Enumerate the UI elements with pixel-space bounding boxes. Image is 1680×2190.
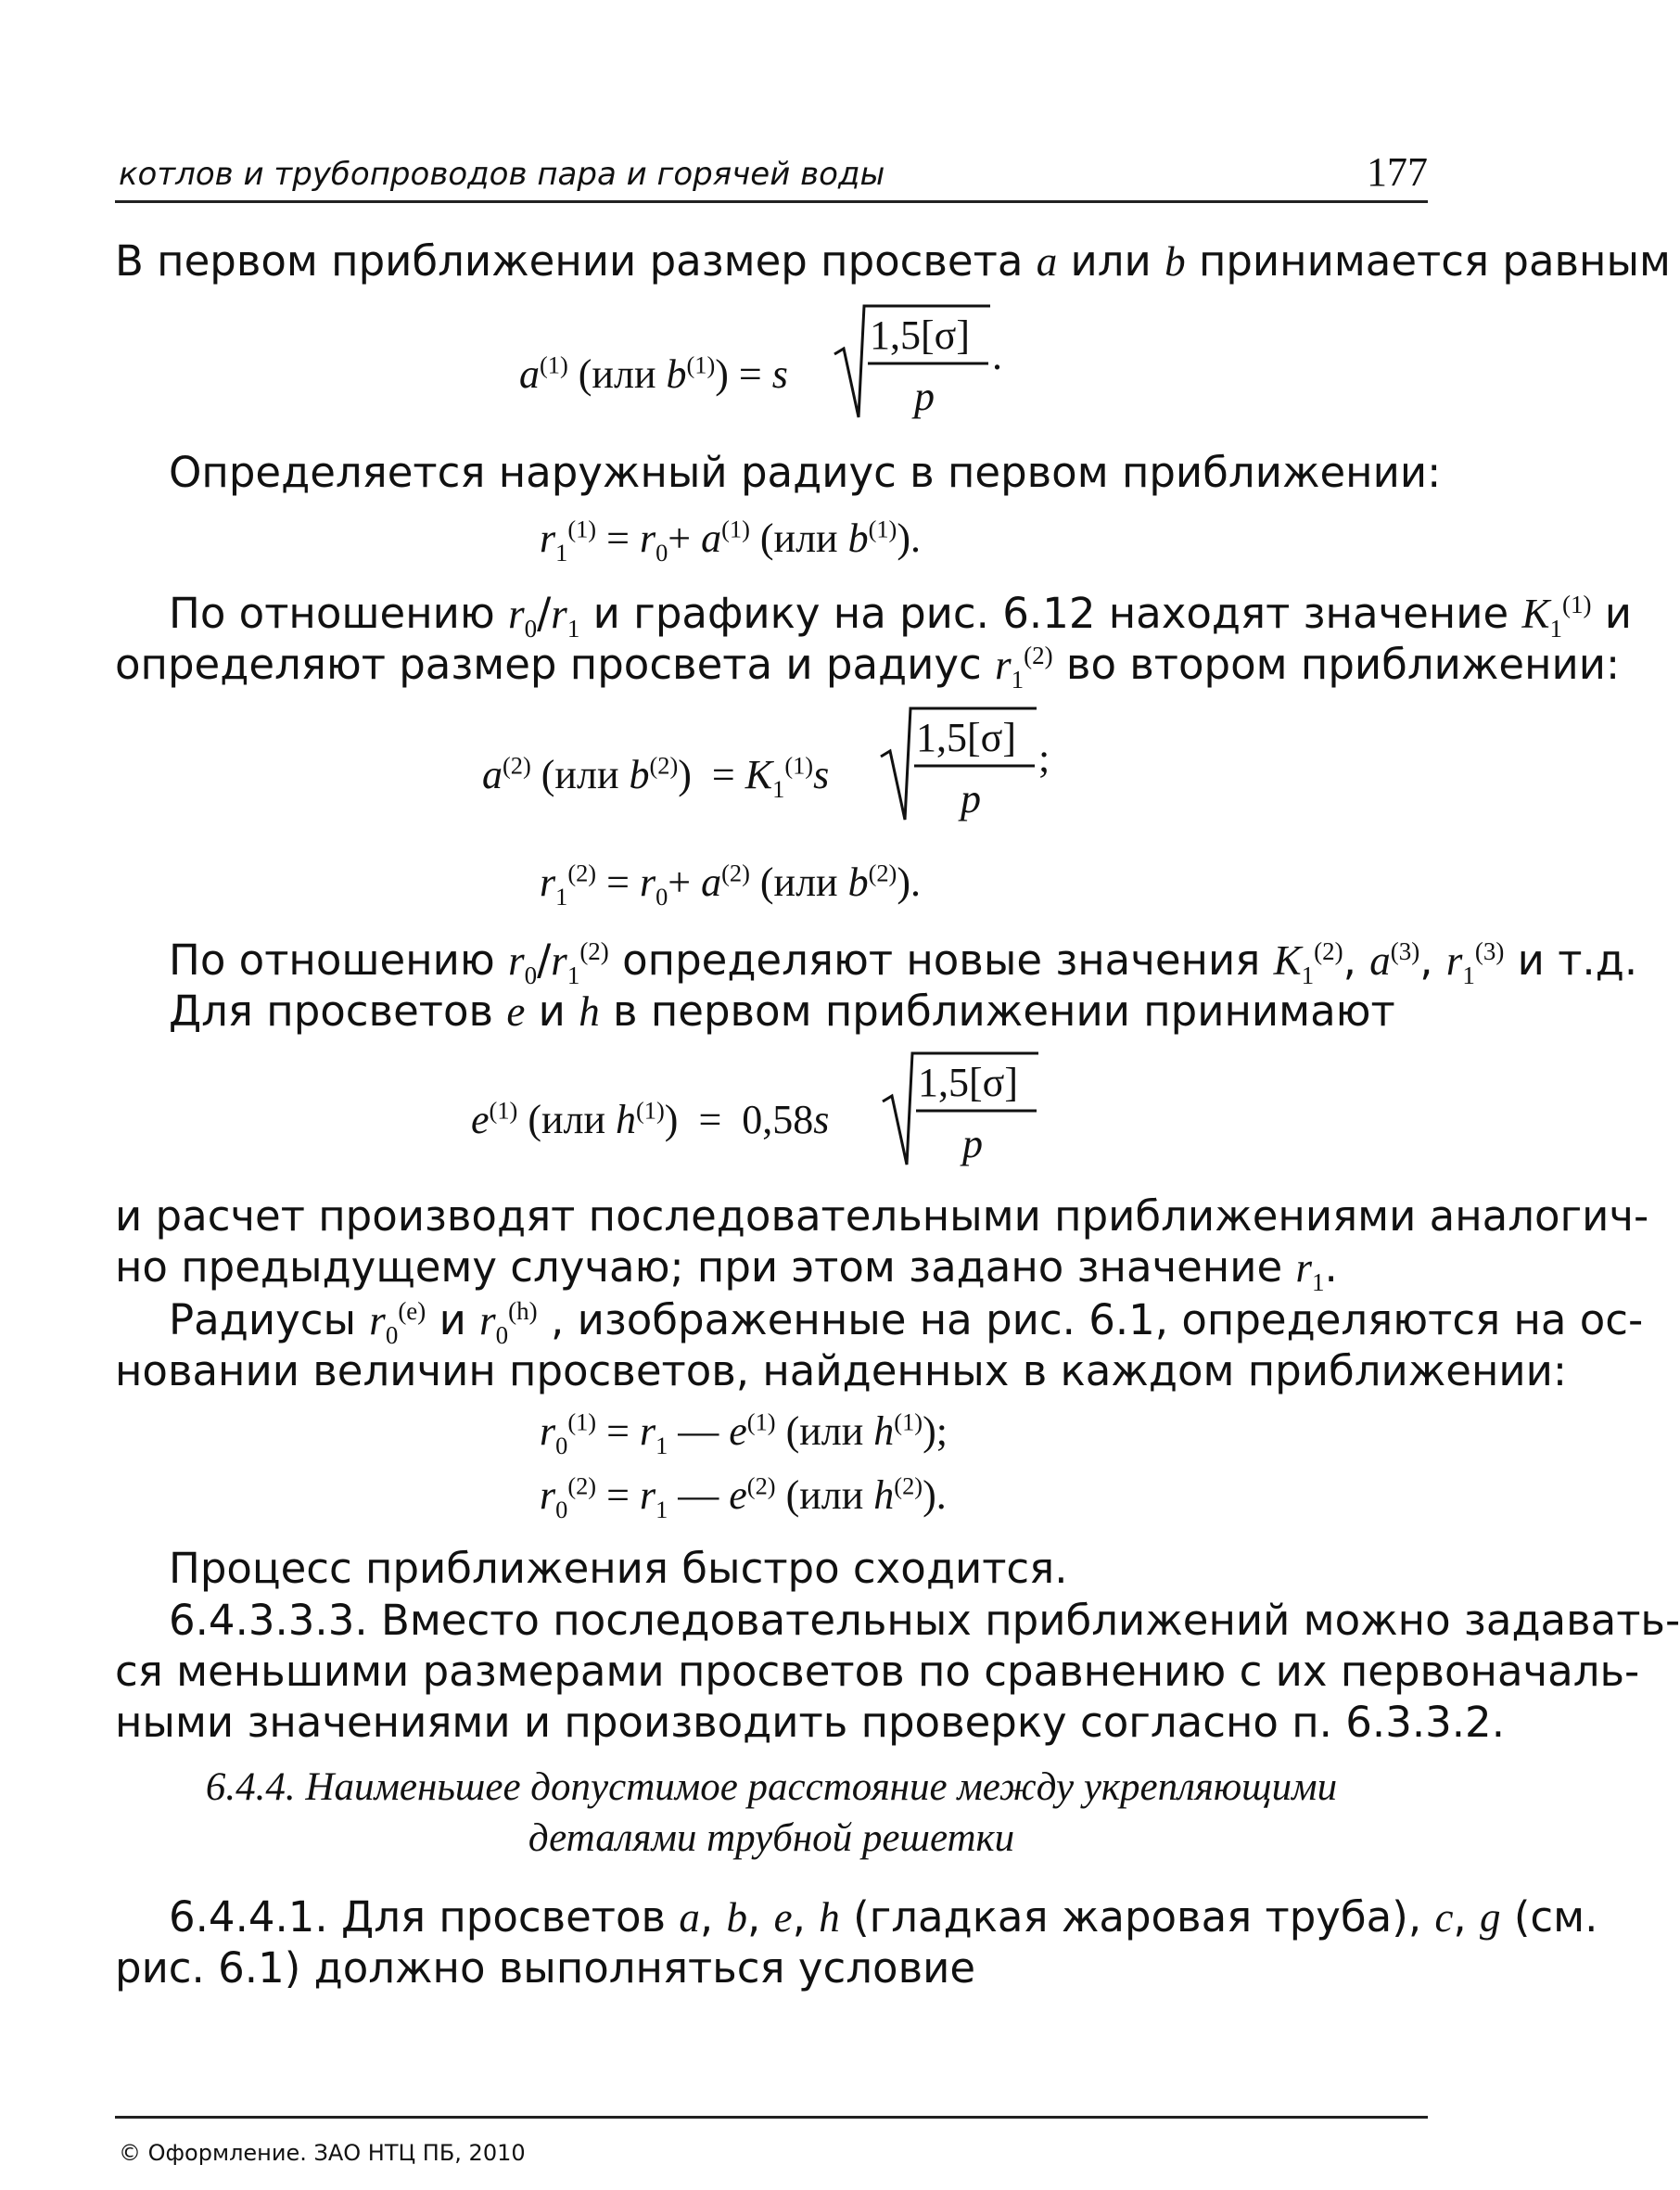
sqrt-fraction-2 xyxy=(881,697,1048,836)
paragraph-10-line-2: рис. 6.1) должно выполняться условие xyxy=(115,1943,976,1993)
sqrt-fraction-1 xyxy=(834,295,1001,434)
paragraph-7-line-2: новании величин просветов, найденных в каждом приближении: xyxy=(115,1346,1568,1395)
formula-r1-1: $r_1^{(1)} = r_0+ a^{(1)}$ (или $b^{(1)}$). xyxy=(540,515,922,567)
svg-text:.: . xyxy=(992,333,1002,378)
section-heading-line-2: деталями трубной решетки xyxy=(528,1816,1015,1860)
fraction-numerator: 1,5[σ] xyxy=(870,312,971,358)
paragraph-3-line-1: По отношению $r_0/r_1$ и графику на рис. 6.12 находят значение $K_1^{(1)}$ и xyxy=(169,589,1633,643)
footer-copyright: © Оформление. ЗАО НТЦ ПБ, 2010 xyxy=(119,2140,526,2166)
fraction-denominator: p xyxy=(914,374,935,419)
running-title: котлов и трубопроводов пара и горячей воды xyxy=(119,156,885,193)
paragraph-4: По отношению $r_0/r_1^{(2)}$ определяют новые значения $K_1^{(2)}$, $a^{(3)}$, $r_1^{(3)}$ и т.д. xyxy=(169,936,1638,989)
footer-rule xyxy=(115,2116,1428,2119)
page-number: 177 xyxy=(1367,149,1428,195)
paragraph-3-line-2: определяют размер просвета и радиус $r_1^{(2)}$ во втором приближении: xyxy=(115,640,1621,694)
svg-text:1,5[σ]: 1,5[σ] xyxy=(918,1060,1019,1105)
paragraph-9-line-3: ными значениями и производить проверку согласно п. 6.3.3.2. xyxy=(115,1698,1505,1747)
paragraph-10-line-1: 6.4.4.1. Для просветов a, b, e, h (гладкая жаровая труба), c, g (см. xyxy=(169,1892,1598,1942)
paragraph-6-line-1: и расчет производят последовательными приближениями аналогич- xyxy=(115,1191,1649,1241)
paragraph-1: В первом приближении размер просвета a или b принимается равным xyxy=(115,236,1671,286)
paragraph-9-line-2: ся меньшими размерами просветов по сравнению с их первоначаль- xyxy=(115,1647,1640,1696)
formula-a2: $a^{(2)}$ (или $b^{(2)}) = K_1^{(1)}s$ xyxy=(482,751,830,803)
paragraph-9-line-1: 6.4.3.3.3. Вместо последовательных приближений можно задавать- xyxy=(169,1596,1680,1645)
sqrt-fraction-3 xyxy=(883,1042,1050,1181)
svg-text:;: ; xyxy=(1038,735,1050,781)
svg-text:p: p xyxy=(961,776,981,821)
formula-e1: $e^{(1)}$ (или $h^{(1)}) = 0,58s$ xyxy=(471,1096,830,1142)
formula-r1-2: $r_1^{(2)} = r_0+ a^{(2)}$ (или $b^{(2)}$). xyxy=(540,859,922,910)
paragraph-6-line-2: но предыдущему случаю; при этом задано значение $r_1$. xyxy=(115,1242,1338,1296)
formula-r0-2: $r_0^{(2)} = r_1$ — $e^{(2)}$ (или $h^{(2)}$). xyxy=(540,1471,947,1523)
paragraph-5: Для просветов e и h в первом приближении принимают xyxy=(169,987,1395,1036)
header-rule xyxy=(115,200,1428,203)
formula-r0-1: $r_0^{(1)} = r_1$ — $e^{(1)}$ (или $h^{(1)}$); xyxy=(540,1407,948,1459)
paragraph-7-line-1: Радиусы $r_0^{(e)}$ и $r_0^{(h)}$ , изображенные на рис. 6.1, определяются на ос- xyxy=(169,1295,1644,1349)
paragraph-2: Определяется наружный радиус в первом приближении: xyxy=(169,448,1442,497)
paragraph-8: Процесс приближения быстро сходится. xyxy=(169,1544,1068,1593)
svg-text:p: p xyxy=(962,1121,983,1166)
svg-text:1,5[σ]: 1,5[σ] xyxy=(916,715,1017,760)
formula-a1: $a^{(1)}$ (или $b^{(1)}) = s$ xyxy=(519,350,788,397)
section-heading-line-1: 6.4.4. Наименьшее допустимое расстояние между укрепляющими xyxy=(205,1765,1338,1809)
